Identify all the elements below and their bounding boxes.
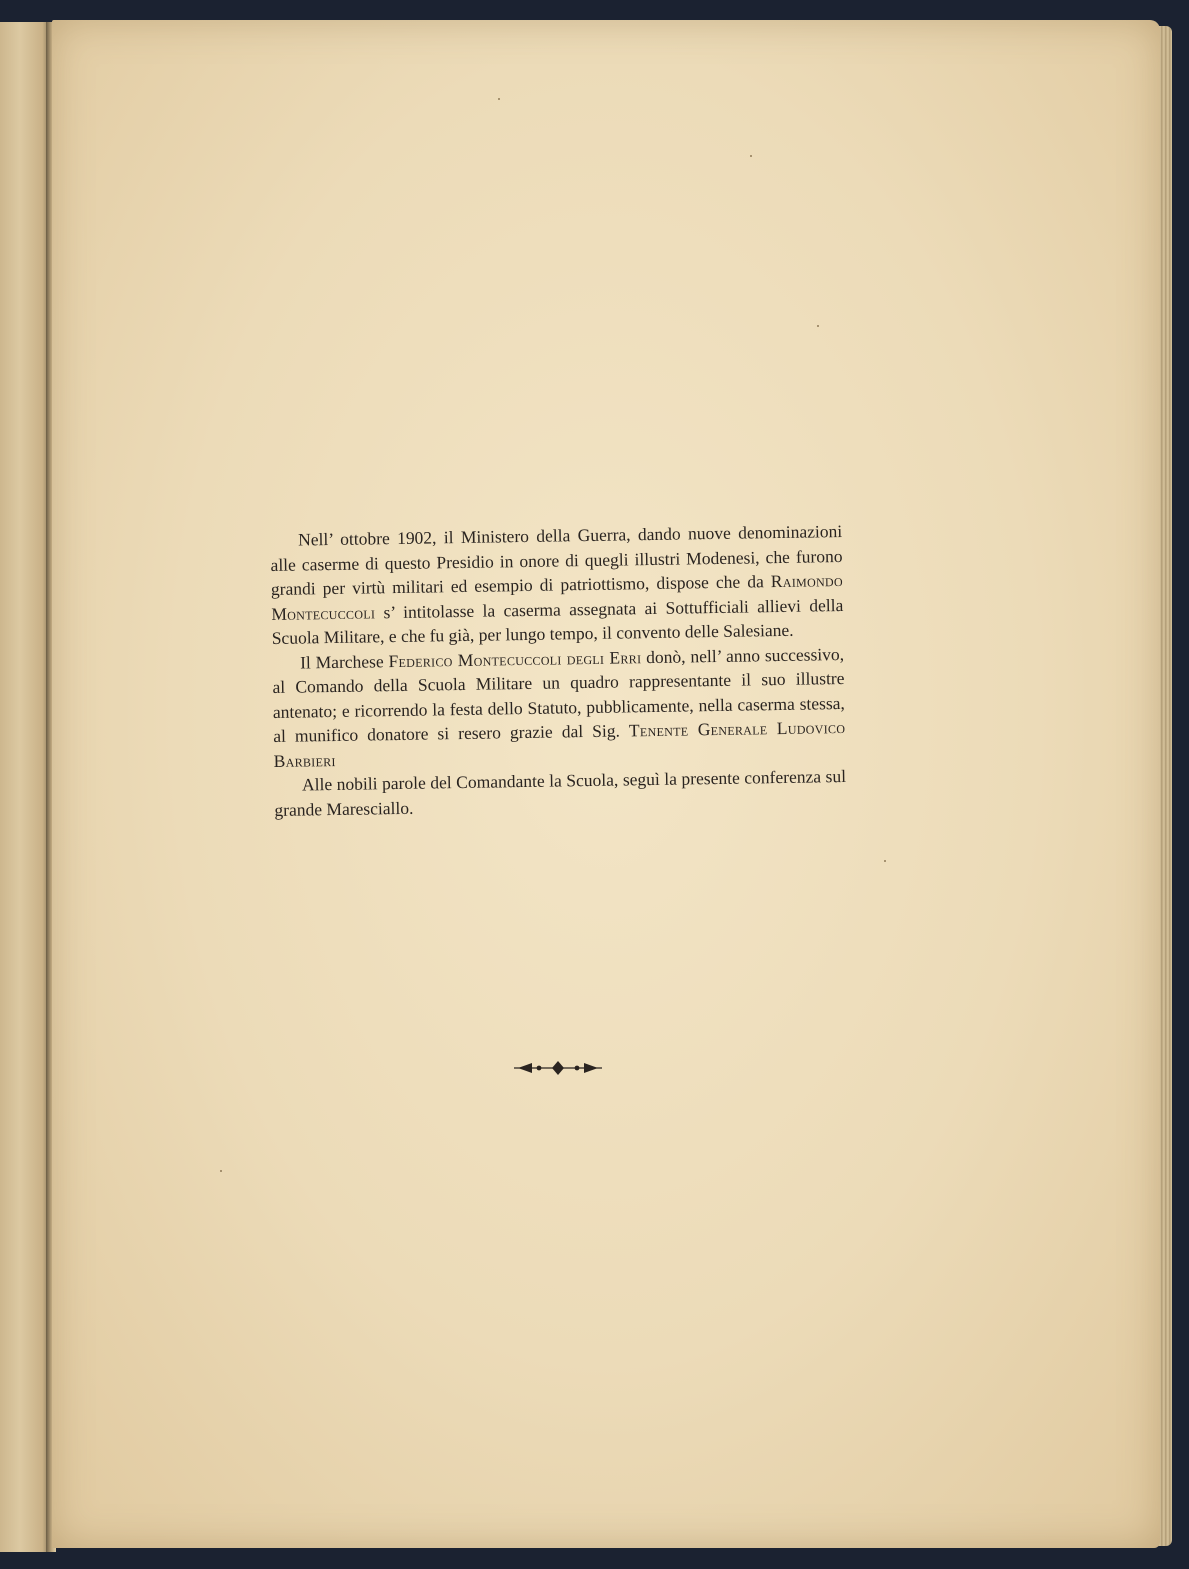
paper-speck — [884, 860, 886, 862]
paragraph-2 — [272, 642, 846, 773]
book-page — [52, 20, 1160, 1548]
text-block — [270, 519, 847, 822]
paragraph-1 — [270, 519, 844, 650]
paper-speck — [220, 1170, 222, 1172]
paper-speck — [498, 98, 500, 100]
paragraph-1-text-b: s’ intitolasse la caserma assegnata ai Sottufficiali allievi della Scuola Militare, e che fu già, per lungo tempo, il convento delle Salesiane. — [271, 594, 844, 648]
name-federico-montecuccoli: Federico Montecuccoli degli Erri — [388, 646, 642, 671]
paper-speck — [750, 155, 752, 157]
paragraph-2-text-b: donò, nell’ anno successivo, al Comando della Scuola Militare un quadro rappresentante il suo illustre antenato; e ricorrendo la festa dello Statuto, pubblicamente, nella caserma stessa, al munifico donatore si resero grazie dal Sig. — [272, 643, 845, 746]
left-page-edge — [0, 22, 50, 1552]
paragraph-2-text-a: Il Marchese — [299, 650, 389, 673]
name-raimondo-montecuccoli: Raimondo Montecuccoli — [271, 570, 844, 624]
paper-speck — [817, 325, 819, 327]
paragraph-1-text-a: Nell’ ottobre 1902, il Ministero della Guerra, dando nuove denominazioni alle caserme di questo Presidio in onore di quegli illustri Modenesi, che furono grandi per virtù militari ed esempio di patriottismo, dispose che da — [270, 521, 843, 599]
paragraph-3 — [274, 764, 847, 822]
name-ludovico-barbieri: Tenente Generale Ludovico Barbieri — [273, 716, 846, 771]
paragraph-3-text: Alle nobili parole del Comandante la Scuola, seguì la presente conferenza sul grande Maresciallo. — [274, 765, 847, 820]
fleuron-ornament-icon — [512, 1058, 604, 1078]
